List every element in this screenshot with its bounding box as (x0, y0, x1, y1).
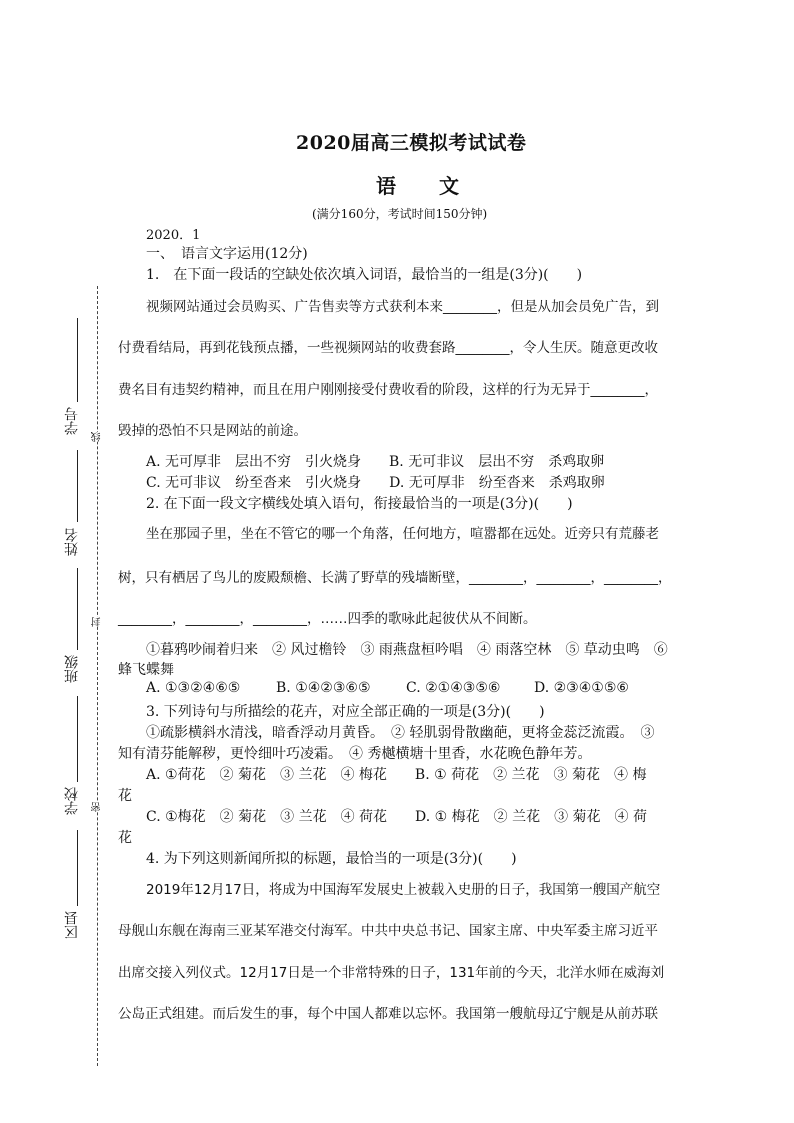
exam-date: 2020．1 (146, 228, 201, 243)
exam-title: 2020届高三模拟考试试卷 (296, 132, 527, 154)
q2-passage-line: 坐在那园子里，坐在不管它的哪一个角落，任何地方，喧嚣都在远处。近旁只有荒藤老 (146, 526, 659, 542)
q3-line: 知有清芬能解秽，更怜细叶巧凌霜。 ④ 秀樾横塘十里香，水花晚色静年芳。 (118, 746, 592, 762)
margin-label-school: 学校 (64, 787, 80, 815)
q4-passage-line: 2019年12月17日，将成为中国海军发展史上被载入史册的日子，我国第一艘国产航空 (146, 882, 661, 898)
q2-choice-c: C. ②①④③⑤⑥ (406, 680, 501, 696)
q2-options-line: ①暮鸦吵闹着归来 ② 风过檐铃 ③ 雨燕盘桓吟唱 ④ 雨落空林 ⑤ 草动虫鸣 ⑥ (146, 642, 668, 658)
q1-passage-line: 费名目有违契约精神，而且在用户刚刚接受付费收看的阶段，这样的行为无异于________， (118, 382, 658, 398)
q3-line: ①疏影横斜水清浅，暗香浮动月黄昏。 ② 轻肌弱骨散幽葩，更将金蕊泛流霞。 ③ (146, 725, 655, 741)
q2-passage-line: ________，________，________，……四季的歌咏此起彼伏从不间断。 (118, 611, 537, 627)
q2-passage-line: 树，只有栖居了鸟儿的废殿颓檐、长满了野草的残墙断壁，________，________，________， (118, 570, 672, 586)
margin-fill-line-school (77, 696, 78, 782)
q4-passage-line: 公岛正式组建。而后发生的事，每个中国人都难以忘怀。我国第一艘航母辽宁舰是从前苏联 (118, 1006, 658, 1022)
q2-choice-a: A. ①③②④⑥⑤ (146, 680, 241, 696)
binding-dashed-line (97, 286, 98, 1066)
q4-passage-line: 母舰山东舰在海南三亚某军港交付海军。中共中央总书记、国家主席、中央军委主席习近平 (118, 923, 658, 939)
seal-char-xian: 线 (92, 432, 103, 442)
seal-char-mi: 密 (92, 802, 103, 812)
margin-fill-line-district (77, 830, 78, 906)
q3-line: A. ①荷花 ② 菊花 ③ 兰花 ④ 梅花 B. ① 荷花 ② 兰花 ③ 菊花 ④ 梅 (146, 767, 647, 783)
margin-label-student-id: 学号 (64, 407, 80, 435)
q1-stem: 1. 在下面一段话的空缺处依次填入词语，最恰当的一组是(3分)( ) (146, 267, 583, 283)
q1-passage-line: 视频网站通过会员购买、广告售卖等方式获利本来________，但是从加会员免广告，到 (146, 299, 659, 315)
q3-line: 花 (118, 830, 132, 846)
subject-char-2: 文 (439, 174, 459, 198)
q3-line: C. ①梅花 ② 菊花 ③ 兰花 ④ 荷花 D. ① 梅花 ② 兰花 ③ 菊花 ④ 荷 (146, 809, 647, 825)
q3-line: 花 (118, 788, 132, 804)
margin-label-class: 班级 (64, 655, 80, 683)
q1-passage-line: 毁掉的恐怕不只是网站的前途。 (118, 423, 307, 439)
margin-label-district: 区县 (64, 911, 80, 939)
q3-stem: 3. 下列诗句与所描绘的花卉，对应全部正确的一项是(3分)( ) (146, 704, 545, 720)
margin-label-name: 姓名 (64, 528, 80, 556)
q1-passage-line: 付费看结局，再到花钱预点播，一些视频网站的收费套路________，令人生厌。随意更改收 (118, 340, 658, 356)
margin-fill-line-name (77, 450, 78, 522)
q4-stem: 4. 为下列这则新闻所拟的标题，最恰当的一项是(3分)( ) (146, 851, 517, 867)
q1-options-line: A. 无可厚非 层出不穷 引火烧身 B. 无可非议 层出不穷 杀鸡取卵 (146, 454, 605, 470)
q2-choice-d: D. ②③④①⑤⑥ (534, 680, 629, 696)
q1-options-line: C. 无可非议 纷至沓来 引火烧身 D. 无可厚非 纷至沓来 杀鸡取卵 (146, 475, 605, 491)
seal-char-feng: 封 (92, 617, 103, 627)
exam-note: (满分160分，考试时间150分钟) (312, 207, 488, 221)
margin-fill-line-class (77, 568, 78, 650)
q2-stem: 2. 在下面一段文字横线处填入语句，衔接最恰当的一项是(3分)( ) (146, 496, 573, 512)
q2-choice-b: B. ①④②③⑥⑤ (276, 680, 371, 696)
subject-char-1: 语 (376, 174, 396, 198)
q4-passage-line: 出席交接入列仪式。12月17日是一个非常特殊的日子，131年前的今天，北洋水师在威海刘 (118, 965, 665, 981)
section-heading: 一、 语言文字运用(12分) (146, 246, 308, 262)
q2-options-line: 蜂飞蝶舞 (118, 662, 174, 678)
margin-fill-line-student-id (77, 318, 78, 402)
